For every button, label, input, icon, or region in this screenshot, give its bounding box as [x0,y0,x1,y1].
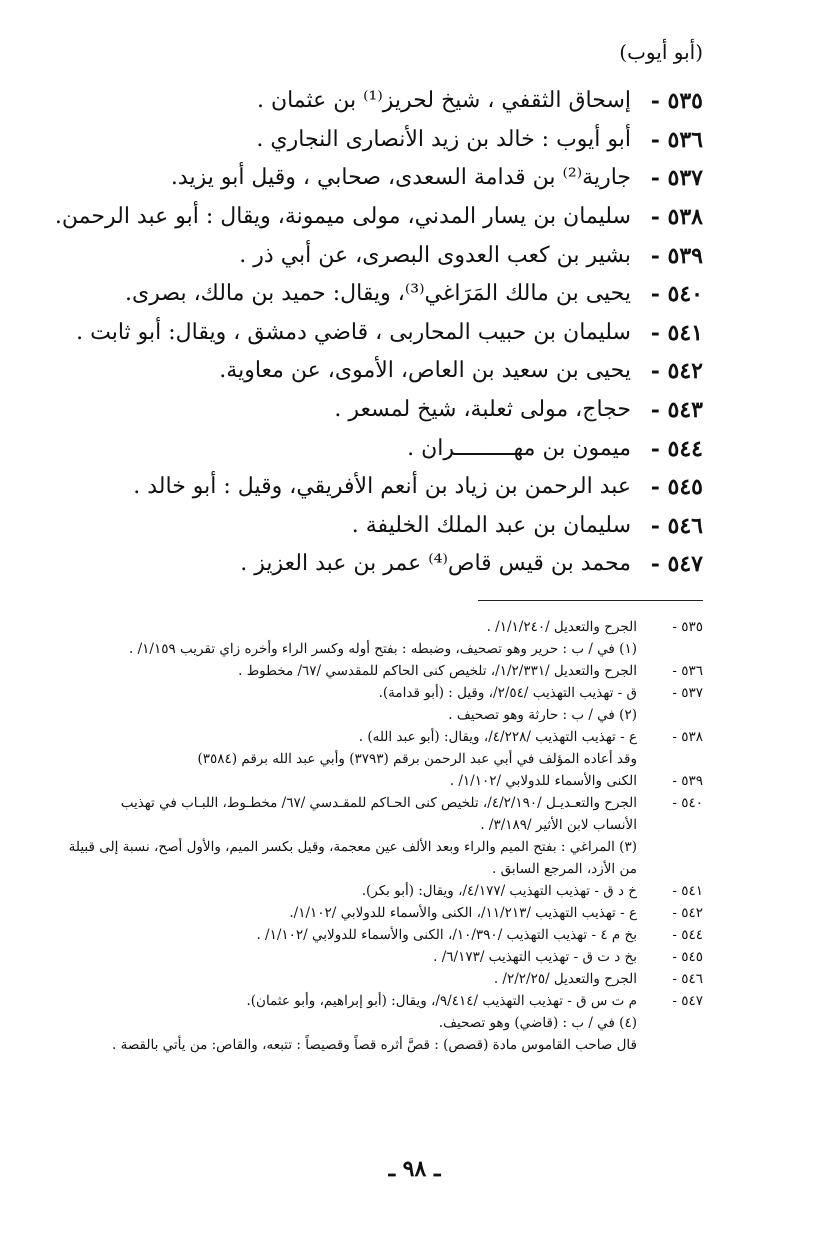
entry-text: يحيى بن مالك المَرَاغي⁽³⁾، ويقال: حميد بن مالك، بصرى. [125,281,631,307]
footnote-text: الجرح والتعديل /٢/٢/٢٥/ . [493,971,637,987]
entry-number: ٥٤٣ - [650,397,703,424]
footnote-number: ٥٣٨ - [672,729,703,745]
footnote-number: ٥٣٦ - [672,663,703,679]
footnote-row [3,682,703,704]
entry-text: أبو أيوب : خالد بن زيد الأنصارى النجاري . [256,126,631,152]
entry-number: ٥٤٧ - [650,551,703,578]
footnote-text: (٣) المراغي : بفتح الميم والراء وبعد الألف عين معجمة، وقيل بكسر الميم، والأول أصح، نسبة إلى قبيلة [68,839,637,855]
footnote-row [3,770,703,792]
footnote-text: بخ د ت ق - تهذيب التهذيب /٦/١٧٣/ . [433,949,637,965]
entry-text: جارية⁽²⁾ بن قدامة السعدى، صحابي ، وقيل أبو يزيد. [170,165,631,191]
entry-number: ٥٣٦ - [650,126,703,153]
footnote-text: الأنساب لابن الأثير /٣/١٨٩/ . [480,817,637,833]
footnote-row [3,814,703,836]
footnote-row [3,946,703,968]
footnote-row [3,968,703,990]
entry-number: ٥٣٥ - [650,88,703,115]
footnote-number: ٥٤٦ - [672,971,703,987]
entry-row [43,314,703,353]
entry-text: إسحاق الثقفي ، شيخ لحريز⁽¹⁾ بن عثمان . [256,88,631,114]
entry-text: سليمان بن يسار المدني، مولى ميمونة، ويقال : أبو عبد الرحمن. [54,204,631,230]
footnote-number: ٥٣٥ - [672,619,703,635]
footnote-number: ٥٤٧ - [672,993,703,1009]
entry-row [43,198,703,237]
footnote-row [3,836,703,858]
footnote-separator [478,600,703,601]
footnote-text: الكنى والأسماء للدولابي /١/١٠٢/ . [449,773,637,789]
entry-text: ميمون بن مهـــــــــران . [407,435,631,461]
footnote-text: وقد أعاده المؤلف في أبي عبد الرحمن برقم (٣٧٩٣) وأبي عبد الله برقم (٣٥٨٤) [197,751,637,767]
entry-text: بشير بن كعب العدوى البصرى، عن أبي ذر . [239,242,631,268]
entry-number: ٥٤٥ - [650,474,703,501]
entry-row [43,236,703,275]
entry-text: سليمان بن عبد الملك الخليفة . [351,512,631,538]
entry-number: ٥٤٢ - [650,358,703,385]
footnote-row [3,726,703,748]
footnote-row [3,902,703,924]
footnote-row [3,748,703,770]
footnote-text: الجرح والتعـديـل /٤/٢/١٩٠/، تلخيص كنى الحـاكم للمقـدسي /٦٧/ مخطـوط، اللبـاب في تهذيب [120,795,637,811]
page-number: ـ ٩٨ ـ [388,1156,441,1182]
footnote-text: م ت س ق - تهذيب التهذيب /٩/٤١٤/، ويقال: (أبو إبراهيم، وأبو عثمان). [246,993,637,1009]
footnote-row [3,792,703,814]
footnote-number: ٥٤٠ - [672,795,703,811]
entry-number: ٥٣٩ - [650,242,703,269]
footnote-number: ٥٤٢ - [672,905,703,921]
entry-number: ٥٤٠ - [650,281,703,308]
entry-row [43,391,703,430]
entry-text: يحيى بن سعيد بن العاص، الأموى، عن معاوية. [219,358,631,384]
footnote-text: ق - تهذيب التهذيب /٢/٥٤/، وقيل : (أبو قدامة). [378,685,637,701]
footnote-number: ٥٣٧ - [672,685,703,701]
footnote-text: (١) في / ب : حرير وهو تصحيف، وضبطه : بفتح أوله وكسر الراء وأخره زاي تقريب ١/١٥٩/ . [129,641,637,657]
footnote-text: خ د ق - تهذيب التهذيب /٤/١٧٧/، ويقال: (أبو بكر). [361,883,637,899]
entry-row [43,468,703,507]
footnote-number: ٥٤١ - [672,883,703,899]
footnote-text: (٢) في / ب : حارثة وهو تصحيف . [448,707,637,723]
entry-row [43,545,703,584]
entry-row [43,352,703,391]
footnote-row [3,660,703,682]
footnote-text: الجرح والتعديل /١/١/٢٤٠/ . [486,619,637,635]
footnote-row [3,1034,703,1056]
footnote-text: (٤) في / ب : (قاضي) وهو تصحيف. [438,1015,637,1031]
footnote-row [3,638,703,660]
footnote-row [3,924,703,946]
footnote-row [3,858,703,880]
footnote-text: ع - تهذيب التهذيب /١١/٢١٣/، الكنى والأسماء للدولابي /١/١٠٢/. [289,905,637,921]
entry-row [43,275,703,314]
footnote-row [3,704,703,726]
entry-text: عبد الرحمن بن زياد بن أنعم الأفريقي، وقيل : أبو خالد . [133,474,631,500]
entry-row [43,82,703,121]
entry-number: ٥٤٤ - [650,435,703,462]
entry-row [43,159,703,198]
entry-row [43,507,703,546]
entry-number: ٥٤١ - [650,319,703,346]
footnote-number: ٥٤٥ - [672,949,703,965]
footnote-number: ٥٤٤ - [672,927,703,943]
entry-text: حجاج، مولى ثعلبة، شيخ لمسعر . [334,397,631,423]
footnote-text: قال صاحب القاموس مادة (قصص) : قصَّ أثره قصاً وقصيصاً : تتبعه، والقاص: من يأتي بالقصة . [112,1037,637,1053]
footnote-row [3,990,703,1012]
footnote-row [3,880,703,902]
footnote-text: بخ م ٤ - تهذيب التهذيب /١٠/٣٩٠/، الكنى والأسماء للدولابي /١/١٠٢/ . [256,927,637,943]
footnote-number: ٥٣٩ - [672,773,703,789]
footnote-text: الجرح والتعديل /١/٢/٣٣١/، تلخيص كنى الحاكم للمقدسي /٦٧/ مخطوط . [238,663,637,679]
entry-number: ٥٣٨ - [650,204,703,231]
footnote-text: من الأزد، المرجع السابق . [492,861,637,877]
entry-text: محمد بن قيس قاص⁽⁴⁾ عمر بن عبد العزيز . [240,551,631,577]
entry-number: ٥٤٦ - [650,512,703,539]
footnote-row [3,1012,703,1034]
entry-row [43,121,703,160]
entry-row [43,429,703,468]
running-header: (أبو أيوب) [619,40,703,64]
footnote-row [3,616,703,638]
entries-list [43,82,703,584]
entry-text: سليمان بن حبيب المحاربى ، قاضي دمشق ، ويقال: أبو ثابت . [76,319,631,345]
entry-number: ٥٣٧ - [650,165,703,192]
footnote-text: ع - تهذيب التهذيب /٤/٢٢٨/، ويقال: (أبو عبد الله) . [358,729,637,745]
footnotes-list [3,616,703,1056]
